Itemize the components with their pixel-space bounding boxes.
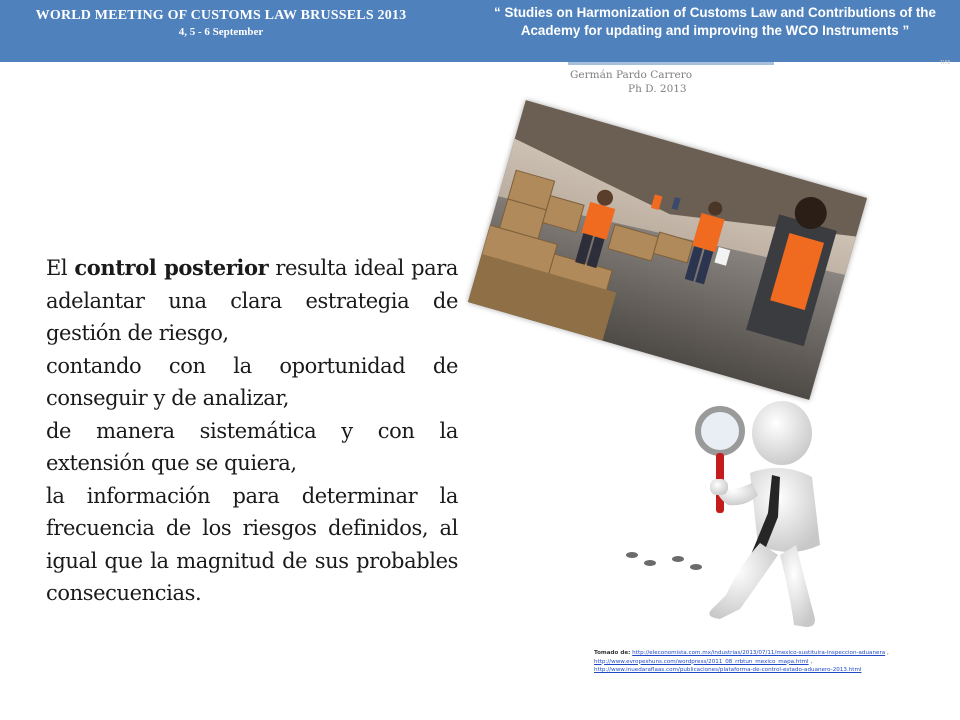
event-title: WORLD MEETING OF CUSTOMS LAW BRUSSELS 2013 [35, 8, 407, 23]
paragraph-2: contando con la oportunidad de conseguir y de analizar, [46, 353, 458, 410]
corner-mark: TIFE [940, 60, 951, 66]
source-separator-2: , [808, 658, 813, 665]
source-link-1[interactable]: http://eleconomista.com.mx/industrias/2013/07/11/mexico-sustituira-inspeccion-aduanera [632, 650, 886, 656]
paragraph-3: de manera sistemática y con la extensión que se quiera, [46, 418, 458, 475]
paragraph-1-rest: resulta ideal para adelantar una clara estrategia de gestión de riesgo, [46, 256, 458, 345]
paragraph-1-intro: El [46, 256, 75, 280]
header-banner [0, 0, 960, 62]
source-link-3[interactable]: http://www.inuedaraflaas.com/publicaciones/plataforma-de-control-estado-aduanero-2013.html [594, 667, 862, 674]
source-lead: Tomado de: [594, 650, 631, 656]
control-posterior-emphasis: control posterior [74, 255, 269, 280]
magnifier-figure [600, 395, 840, 635]
warehouse-photo-frame [490, 100, 850, 370]
author-block [570, 68, 692, 96]
main-text [46, 252, 458, 610]
paragraph-1 [46, 252, 458, 350]
source-link-2[interactable]: http://www.evropeshuns.com/wordpress/2011_08_rrbtun_mexico_mapa.html [594, 658, 809, 665]
source-citation [594, 649, 954, 675]
event-block [0, 8, 442, 38]
event-dates: 4, 5 - 6 September [178, 26, 264, 38]
author-degree: Ph D. 2013 [628, 83, 687, 95]
figure-head [752, 401, 812, 465]
source-separator: , [885, 650, 889, 656]
warehouse-scene [468, 100, 867, 400]
magnifier-figure-graphic [600, 395, 840, 635]
footprints [626, 552, 702, 570]
author-name: Germán Pardo Carrero [570, 69, 693, 81]
paragraph-4: la información para determinar la frecuencia de los riesgos definidos, al igual que la magnitud de sus probables consecuencias. [46, 483, 458, 605]
header-underline [568, 62, 774, 65]
talk-title: “ Studies on Harmonization of Customs Law and Contributions of the Academy for updating and improving the WCO Instruments ” [494, 5, 936, 38]
warehouse-photo [468, 100, 867, 400]
